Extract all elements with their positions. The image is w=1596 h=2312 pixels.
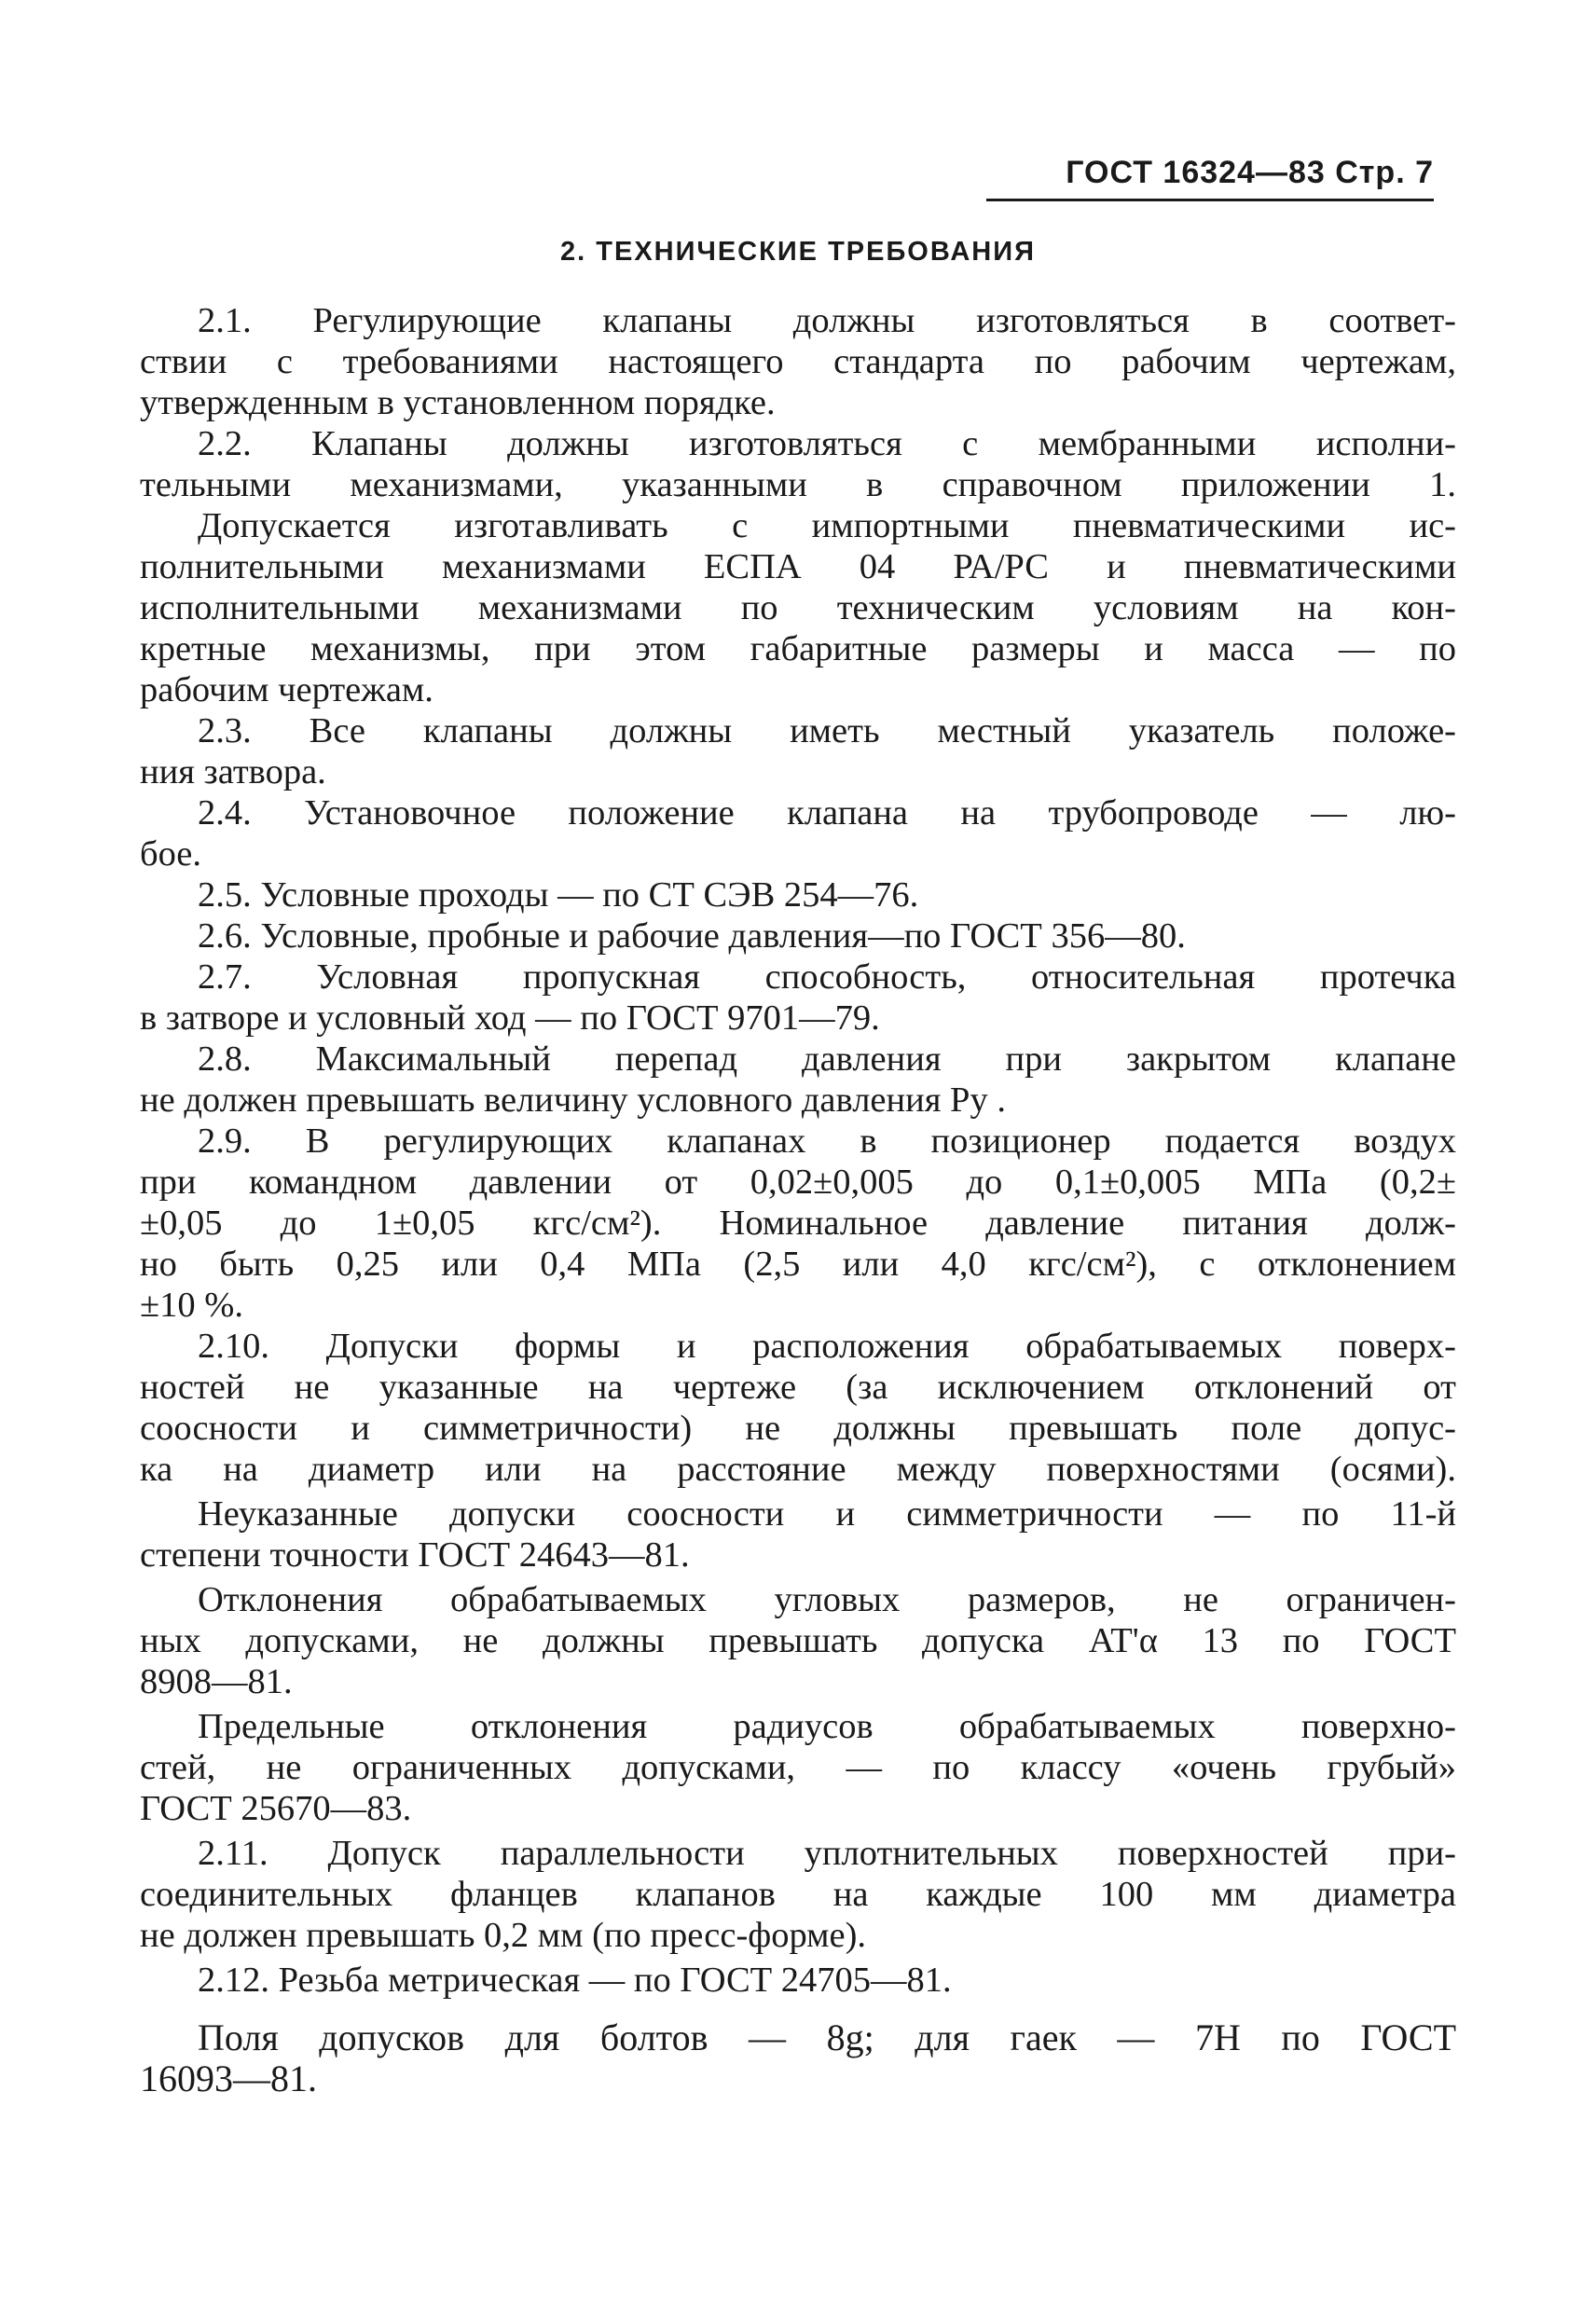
text-line: 16093—81. xyxy=(140,2058,317,2099)
text-line: исполнительными механизмами по техническим условиям на кон- xyxy=(140,588,1456,627)
text-line: ±0,05 до 1±0,05 кгс/см²). Номинальное давление питания долж- xyxy=(140,1204,1456,1243)
text-line: соосности и симметричности) не должны превышать поле допус- xyxy=(140,1409,1456,1448)
text-line: ных допусками, не должны превышать допуска AT'α 13 по ГОСТ xyxy=(140,1621,1456,1660)
text-line: рабочим чертежам. xyxy=(140,670,433,709)
text-line: ка на диаметр или на расстояние между поверхностями (осями). xyxy=(140,1450,1456,1489)
text-line: кретные механизмы, при этом габаритные размеры и масса — по xyxy=(140,629,1456,668)
text-line: ствии с требованиями настоящего стандарта по рабочим чертежам, xyxy=(140,342,1456,381)
text-line: 8908—81. xyxy=(140,1662,293,1701)
text-line: 2.5. Условные проходы — по СТ СЭВ 254—76. xyxy=(198,875,919,915)
text-line: 2.2. Клапаны должны изготовляться с мембранными исполни- xyxy=(198,424,1456,463)
text-line: 2.11. Допуск параллельности уплотнительных поверхностей при- xyxy=(198,1834,1456,1873)
text-line: ностей не указанные на чертеже (за исключением отклонений от xyxy=(140,1368,1456,1407)
text-line: 2.8. Максимальный перепад давления при закрытом клапане xyxy=(198,1039,1456,1079)
text-line: ±10 %. xyxy=(140,1286,243,1325)
page-header: ГОСТ 16324—83 Стр. 7 xyxy=(986,155,1434,201)
text-line: 2.3. Все клапаны должны иметь местный указатель положе- xyxy=(198,711,1456,750)
text-line: Неуказанные допуски соосности и симметричности — по 11-й xyxy=(198,1494,1456,1534)
text-line: Допускается изготавливать с импортными пневматическими ис- xyxy=(198,506,1456,545)
text-line: 2.10. Допуски формы и расположения обрабатываемых поверх- xyxy=(198,1327,1456,1366)
text-line: ГОСТ 25670—83. xyxy=(140,1789,412,1828)
text-line: не должен превышать 0,2 мм (по пресс-форме). xyxy=(140,1916,867,1955)
text-line: степени точности ГОСТ 24643—81. xyxy=(140,1535,690,1575)
text-line: полнительными механизмами ЕСПА 04 РА/РС и пневматическими xyxy=(140,547,1456,586)
text-line: Поля допусков для болтов — 8g; для гаек — 7H по ГОСТ xyxy=(198,2017,1456,2058)
text-line: не должен превышать величину условного давления Pу . xyxy=(140,1080,1006,1120)
text-line: Отклонения обрабатываемых угловых размеров, не ограничен- xyxy=(198,1580,1456,1619)
text-line: утвержденным в установленном порядке. xyxy=(140,383,776,422)
text-line: 2.6. Условные, пробные и рабочие давления—по ГОСТ 356—80. xyxy=(198,916,1186,956)
text-line: 2.7. Условная пропускная способность, относительная протечка xyxy=(198,957,1456,997)
body-text xyxy=(140,300,1456,2099)
text-line: но быть 0,25 или 0,4 МПа (2,5 или 4,0 кгс/см²), с отклонением xyxy=(140,1245,1456,1284)
text-line: ния затвора. xyxy=(140,752,326,791)
text-line: при командном давлении от 0,02±0,005 до 0,1±0,005 МПа (0,2± xyxy=(140,1163,1456,1202)
text-line: в затворе и условный ход — по ГОСТ 9701—79. xyxy=(140,998,880,1038)
section-title: 2. ТЕХНИЧЕСКИЕ ТРЕБОВАНИЯ xyxy=(560,237,1036,267)
text-line: 2.9. В регулирующих клапанах в позиционер подается воздух xyxy=(198,1122,1456,1161)
text-line: бое. xyxy=(140,834,202,874)
text-line: соединительных фланцев клапанов на каждые 100 мм диаметра xyxy=(140,1875,1456,1914)
text-line: 2.12. Резьба метрическая — по ГОСТ 24705—81. xyxy=(198,1961,952,2000)
text-line: 2.1. Регулирующие клапаны должны изготовляться в соответ- xyxy=(198,301,1456,340)
text-line: тельными механизмами, указанными в справочном приложении 1. xyxy=(140,465,1456,504)
text-line: 2.4. Установочное положение клапана на трубопроводе — лю- xyxy=(198,793,1456,833)
text-line: Предельные отклонения радиусов обрабатываемых поверхно- xyxy=(198,1707,1456,1746)
text-line: стей, не ограниченных допусками, — по классу «очень грубый» xyxy=(140,1748,1456,1787)
